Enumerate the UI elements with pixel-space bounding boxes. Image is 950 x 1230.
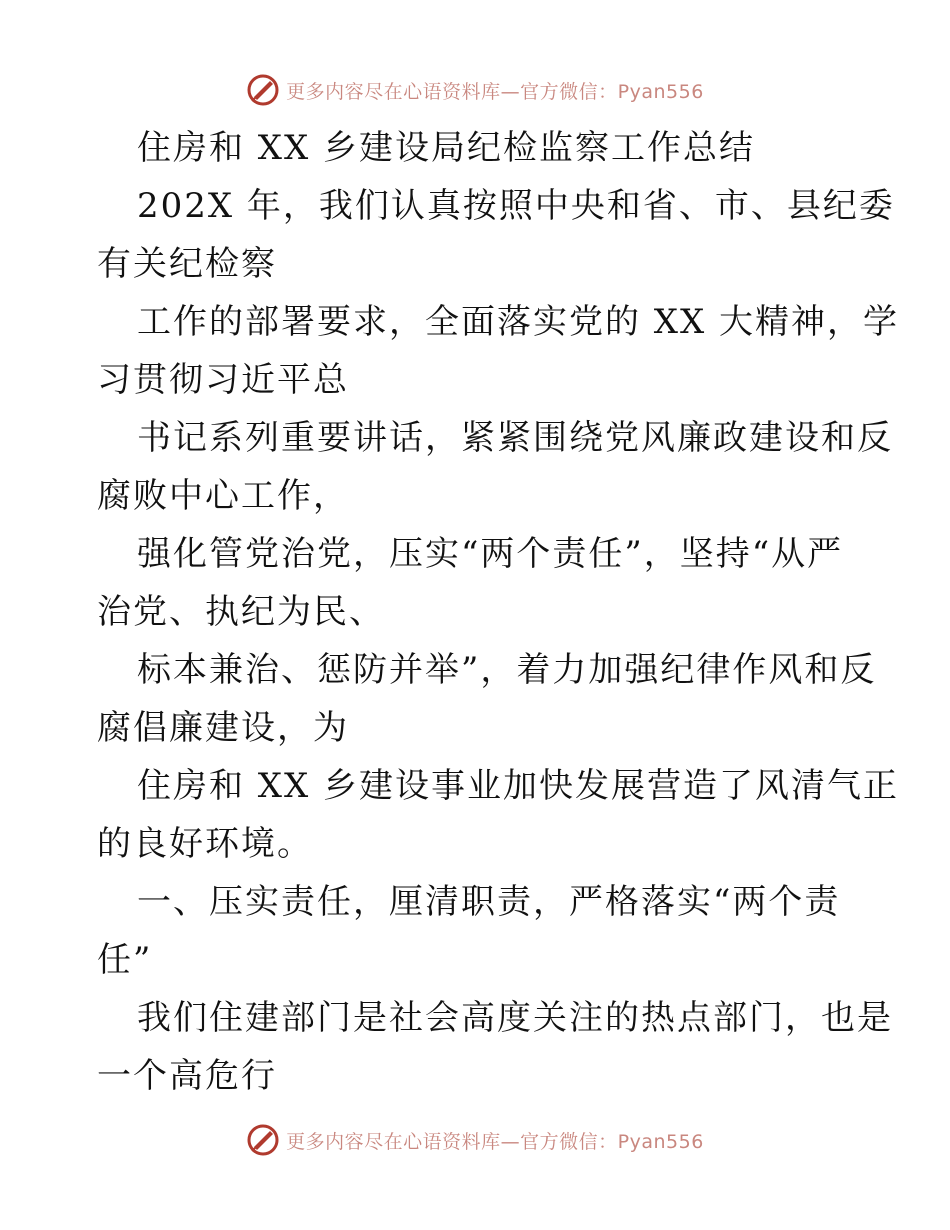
paragraph-line: 住房和 XX 乡建设事业加快发展营造了风清气正: [137, 766, 900, 806]
paragraph-line: 书记系列重要讲话，紧紧围绕党风廉政建设和反: [137, 418, 893, 458]
paragraph-line: 治党、执纪为民、: [97, 592, 385, 632]
footer-banner-text: 更多内容尽在心语资料库—官方微信：Pyan556: [286, 1130, 704, 1153]
section-heading: 任”: [97, 940, 153, 980]
paragraph-line: 习贯彻习近平总: [97, 360, 349, 400]
document-title: 住房和 XX 乡建设局纪检监察工作总结: [137, 128, 756, 168]
header-banner-text: 更多内容尽在心语资料库—官方微信：Pyan556: [286, 80, 704, 103]
paragraph-line: 腐倡廉建设，为: [97, 708, 349, 748]
paragraph-line: 的良好环境。: [97, 824, 313, 864]
paragraph-line: 工作的部署要求，全面落实党的 XX 大精神，学: [137, 302, 900, 342]
footer-banner: [0, 1120, 950, 1160]
quill-seal-logo-icon: [246, 73, 280, 107]
paragraph-line: 202X 年，我们认真按照中央和省、市、县纪委: [137, 186, 895, 226]
paragraph-line: 标本兼治、惩防并举”，着力加强纪律作风和反: [137, 650, 877, 690]
paragraph-line: 腐败中心工作，: [97, 476, 349, 516]
header-banner: [0, 70, 950, 110]
paragraph-line: 我们住建部门是社会高度关注的热点部门，也是: [137, 998, 893, 1038]
paragraph-line: 一个高危行: [97, 1056, 277, 1096]
section-heading: 一、压实责任，厘清职责，严格落实“两个责: [137, 882, 841, 922]
paragraph-line: 有关纪检察: [97, 244, 277, 284]
quill-seal-logo-icon: [246, 1123, 280, 1157]
paragraph-line: 强化管党治党，压实“两个责任”，坚持“从严: [137, 534, 844, 574]
